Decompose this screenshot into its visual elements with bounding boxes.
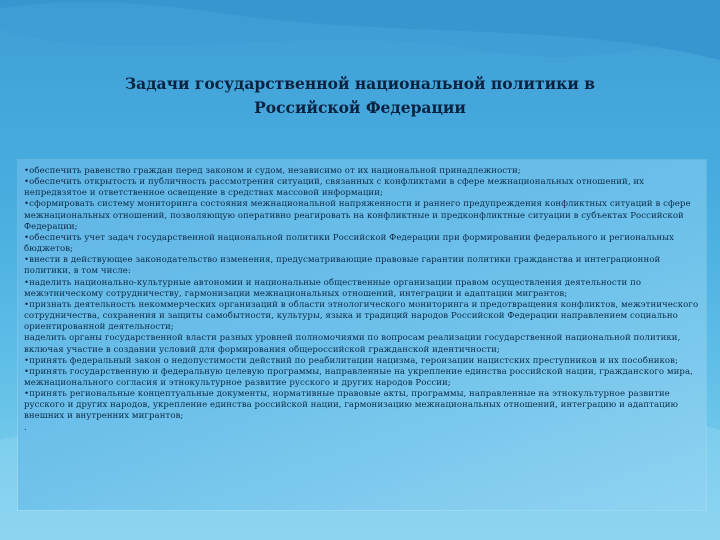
task-item: •принять региональные концептуальные документы, нормативные правовые акты, программы, направленные на этнокультурное развитие русского и других народов, укрепление единства российской нации, гармонизацию межнациональных отношений, интеграцию и адаптацию внешних и внутренних мигрантов;	[24, 389, 679, 422]
task-item: .	[24, 422, 27, 433]
slide-title	[0, 72, 720, 120]
task-item: •принять федеральный закон о недопустимости действий по реабилитации нацизма, героизации нацистских преступников и их пособников;	[24, 355, 678, 366]
task-item: •признать деятельность некоммерческих организаций в области этнологического мониторинга и предотвращения конфликтов, межэтнического сотрудничества, сохранения и защиты самобытности, культуры, языка и традиций народов Российской Федерации направлением социально ориентированной деятельности;	[24, 299, 699, 333]
task-item: наделить органы государственной власти разных уровней полномочиями по вопросам реализации государственной национальной политики, включая участие в создании условий для формирования общероссийской гражданской идентичности;	[24, 333, 681, 355]
task-item: •обеспечить равенство граждан перед законом и судом, независимо от их национальной принадлежности;	[24, 166, 521, 176]
task-item: •внести в действующее законодательство изменения, предусматривающие правовые гарантии политики гражданства и интеграционной политики, в том числе:	[24, 255, 661, 277]
task-item: •сформировать систему мониторинга состояния межнациональной напряженности и раннего предупреждения конфликтных ситуаций в сфере межнациональных отношений, позволяющую оперативно реагировать на конфликтные и предконфликтные ситуации в субъектах Российской Федерации;	[24, 199, 691, 232]
task-item: •принять государственную и федеральную целевую программы, направленные на укрепление единства российской нации, гражданского мира, межнационального согласия и этнокультурное развитие русского и других народов России;	[24, 366, 693, 388]
task-item: •наделить национально-культурные автономии и национальные общественные организации правом осуществления деятельности по межэтническому сотрудничеству, гармонизации межнациональных отношений, интеграции и адаптации мигрантов;	[24, 277, 642, 299]
task-item: •обеспечить открытость и публичность рассмотрения ситуаций, связанных с конфликтами в сфере межнациональных отношений, их непредвзятое и ответственное освещение в средствах массовой информации;	[24, 177, 645, 199]
task-item: •обеспечить учет задач государственной национальной политики Российской Федерации при формировании федерального и региональных бюджетов;	[24, 232, 674, 255]
slide-title-line-2: Российской Федерации	[254, 98, 466, 117]
tasks-text-box	[18, 160, 706, 510]
slide-title-line-1: Задачи государственной национальной политики в	[125, 74, 595, 93]
